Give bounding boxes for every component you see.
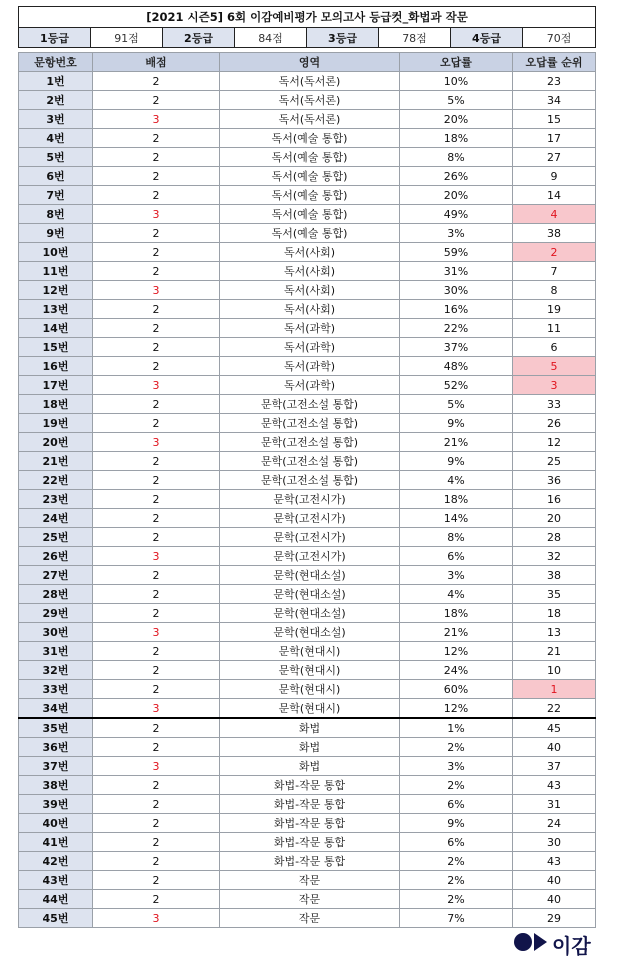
points-cell: 2 bbox=[93, 661, 220, 680]
error-rank-cell: 17 bbox=[513, 129, 596, 148]
error-rate-cell: 2% bbox=[400, 738, 513, 757]
brand-logo bbox=[512, 930, 602, 956]
points-cell: 2 bbox=[93, 129, 220, 148]
question-number-cell: 33번 bbox=[19, 680, 93, 699]
question-number-cell: 44번 bbox=[19, 890, 93, 909]
question-number-cell: 30번 bbox=[19, 623, 93, 642]
area-cell: 문학(현대소설) bbox=[220, 623, 400, 642]
error-rate-cell: 5% bbox=[400, 91, 513, 110]
points-cell: 2 bbox=[93, 338, 220, 357]
question-number-cell: 38번 bbox=[19, 776, 93, 795]
question-number-cell: 13번 bbox=[19, 300, 93, 319]
error-rate-cell: 6% bbox=[400, 833, 513, 852]
error-rank-cell: 20 bbox=[513, 509, 596, 528]
question-number-cell: 22번 bbox=[19, 471, 93, 490]
area-cell: 독서(사회) bbox=[220, 281, 400, 300]
points-cell: 2 bbox=[93, 566, 220, 585]
points-cell: 2 bbox=[93, 224, 220, 243]
table-row bbox=[19, 471, 596, 490]
title-table bbox=[18, 6, 596, 48]
points-cell: 3 bbox=[93, 623, 220, 642]
table-row bbox=[19, 414, 596, 433]
header-error-rank: 오답률 순위 bbox=[513, 53, 596, 72]
area-cell: 독서(예술 통합) bbox=[220, 167, 400, 186]
error-rank-cell: 32 bbox=[513, 547, 596, 566]
points-cell: 2 bbox=[93, 186, 220, 205]
question-number-cell: 25번 bbox=[19, 528, 93, 547]
table-row bbox=[19, 795, 596, 814]
table-row bbox=[19, 452, 596, 471]
error-rank-cell: 18 bbox=[513, 604, 596, 623]
error-rate-cell: 2% bbox=[400, 852, 513, 871]
error-rate-cell: 4% bbox=[400, 471, 513, 490]
error-rank-cell: 26 bbox=[513, 414, 596, 433]
error-rate-cell: 12% bbox=[400, 699, 513, 719]
table-row bbox=[19, 890, 596, 909]
table-row bbox=[19, 642, 596, 661]
table-row bbox=[19, 262, 596, 281]
error-rank-cell: 16 bbox=[513, 490, 596, 509]
points-cell: 2 bbox=[93, 167, 220, 186]
table-row bbox=[19, 205, 596, 224]
error-rate-cell: 6% bbox=[400, 795, 513, 814]
question-number-cell: 18번 bbox=[19, 395, 93, 414]
question-number-cell: 5번 bbox=[19, 148, 93, 167]
error-rank-cell: 21 bbox=[513, 642, 596, 661]
question-number-cell: 2번 bbox=[19, 91, 93, 110]
question-number-cell: 16번 bbox=[19, 357, 93, 376]
table-row bbox=[19, 528, 596, 547]
question-number-cell: 1번 bbox=[19, 72, 93, 91]
question-number-cell: 8번 bbox=[19, 205, 93, 224]
table-row bbox=[19, 357, 596, 376]
question-number-cell: 17번 bbox=[19, 376, 93, 395]
error-rank-cell: 36 bbox=[513, 471, 596, 490]
error-rate-cell: 3% bbox=[400, 224, 513, 243]
question-number-cell: 21번 bbox=[19, 452, 93, 471]
area-cell: 문학(고전시가) bbox=[220, 490, 400, 509]
area-cell: 독서(예술 통합) bbox=[220, 148, 400, 167]
error-rank-cell: 40 bbox=[513, 738, 596, 757]
error-rate-cell: 12% bbox=[400, 642, 513, 661]
points-cell: 2 bbox=[93, 528, 220, 547]
points-cell: 2 bbox=[93, 243, 220, 262]
question-number-cell: 19번 bbox=[19, 414, 93, 433]
error-rank-cell: 1 bbox=[513, 680, 596, 699]
error-rank-cell: 35 bbox=[513, 585, 596, 604]
error-rate-cell: 60% bbox=[400, 680, 513, 699]
area-cell: 독서(독서론) bbox=[220, 72, 400, 91]
grade-2-label: 2등급 bbox=[163, 28, 235, 48]
error-rate-cell: 31% bbox=[400, 262, 513, 281]
error-rate-cell: 8% bbox=[400, 148, 513, 167]
table-row bbox=[19, 871, 596, 890]
error-rank-cell: 38 bbox=[513, 566, 596, 585]
question-number-cell: 11번 bbox=[19, 262, 93, 281]
error-rate-cell: 21% bbox=[400, 433, 513, 452]
points-cell: 2 bbox=[93, 680, 220, 699]
error-rank-cell: 22 bbox=[513, 699, 596, 719]
question-number-cell: 26번 bbox=[19, 547, 93, 566]
area-cell: 독서(과학) bbox=[220, 357, 400, 376]
table-body bbox=[19, 72, 596, 928]
grade-cut-row bbox=[19, 28, 596, 48]
error-rank-cell: 34 bbox=[513, 91, 596, 110]
grade-3-label: 3등급 bbox=[307, 28, 379, 48]
table-row bbox=[19, 433, 596, 452]
points-cell: 3 bbox=[93, 699, 220, 719]
area-cell: 독서(사회) bbox=[220, 300, 400, 319]
question-number-cell: 3번 bbox=[19, 110, 93, 129]
question-number-cell: 4번 bbox=[19, 129, 93, 148]
error-rate-cell: 9% bbox=[400, 452, 513, 471]
error-rate-cell: 49% bbox=[400, 205, 513, 224]
error-rank-cell: 40 bbox=[513, 890, 596, 909]
error-rate-cell: 14% bbox=[400, 509, 513, 528]
header-area: 영역 bbox=[220, 53, 400, 72]
points-cell: 2 bbox=[93, 262, 220, 281]
area-cell: 문학(고전시가) bbox=[220, 528, 400, 547]
question-number-cell: 45번 bbox=[19, 909, 93, 928]
area-cell: 작문 bbox=[220, 909, 400, 928]
points-cell: 2 bbox=[93, 395, 220, 414]
table-row bbox=[19, 833, 596, 852]
table-row bbox=[19, 72, 596, 91]
error-rate-cell: 8% bbox=[400, 528, 513, 547]
table-row bbox=[19, 281, 596, 300]
points-cell: 3 bbox=[93, 757, 220, 776]
error-rate-cell: 2% bbox=[400, 890, 513, 909]
area-cell: 독서(독서론) bbox=[220, 91, 400, 110]
points-cell: 2 bbox=[93, 490, 220, 509]
error-rank-cell: 4 bbox=[513, 205, 596, 224]
area-cell: 작문 bbox=[220, 871, 400, 890]
area-cell: 문학(현대소설) bbox=[220, 566, 400, 585]
logo-text: 이감 bbox=[552, 934, 591, 958]
question-number-cell: 14번 bbox=[19, 319, 93, 338]
table-row bbox=[19, 566, 596, 585]
question-number-cell: 27번 bbox=[19, 566, 93, 585]
question-number-cell: 9번 bbox=[19, 224, 93, 243]
points-cell: 2 bbox=[93, 871, 220, 890]
table-row bbox=[19, 338, 596, 357]
page-title: [2021 시즌5] 6회 이감예비평가 모의고사 등급컷_화법과 작문 bbox=[19, 7, 596, 28]
question-number-cell: 12번 bbox=[19, 281, 93, 300]
grade-4-label: 4등급 bbox=[451, 28, 523, 48]
table-row bbox=[19, 91, 596, 110]
error-rate-cell: 3% bbox=[400, 566, 513, 585]
error-rate-cell: 10% bbox=[400, 72, 513, 91]
error-rate-cell: 7% bbox=[400, 909, 513, 928]
points-cell: 2 bbox=[93, 718, 220, 738]
error-rank-cell: 43 bbox=[513, 852, 596, 871]
points-cell: 2 bbox=[93, 414, 220, 433]
area-cell: 화법-작문 통합 bbox=[220, 795, 400, 814]
error-rate-cell: 1% bbox=[400, 718, 513, 738]
area-cell: 독서(예술 통합) bbox=[220, 129, 400, 148]
error-rate-cell: 6% bbox=[400, 547, 513, 566]
question-number-cell: 37번 bbox=[19, 757, 93, 776]
error-rank-cell: 40 bbox=[513, 871, 596, 890]
error-rank-cell: 29 bbox=[513, 909, 596, 928]
area-cell: 문학(고전소설 통합) bbox=[220, 414, 400, 433]
question-number-cell: 32번 bbox=[19, 661, 93, 680]
header-question-no: 문항번호 bbox=[19, 53, 93, 72]
table-row bbox=[19, 186, 596, 205]
points-cell: 3 bbox=[93, 205, 220, 224]
error-rate-cell: 48% bbox=[400, 357, 513, 376]
table-row bbox=[19, 376, 596, 395]
item-analysis-table bbox=[18, 52, 596, 928]
error-rank-cell: 38 bbox=[513, 224, 596, 243]
error-rank-cell: 13 bbox=[513, 623, 596, 642]
table-row bbox=[19, 757, 596, 776]
area-cell: 독서(과학) bbox=[220, 319, 400, 338]
error-rank-cell: 10 bbox=[513, 661, 596, 680]
error-rank-cell: 7 bbox=[513, 262, 596, 281]
error-rank-cell: 5 bbox=[513, 357, 596, 376]
table-row bbox=[19, 814, 596, 833]
table-row bbox=[19, 852, 596, 871]
error-rate-cell: 52% bbox=[400, 376, 513, 395]
points-cell: 2 bbox=[93, 585, 220, 604]
area-cell: 화법-작문 통합 bbox=[220, 776, 400, 795]
area-cell: 화법 bbox=[220, 718, 400, 738]
area-cell: 독서(예술 통합) bbox=[220, 224, 400, 243]
grade-1-value: 91점 bbox=[91, 28, 163, 48]
error-rate-cell: 4% bbox=[400, 585, 513, 604]
points-cell: 2 bbox=[93, 300, 220, 319]
area-cell: 화법 bbox=[220, 738, 400, 757]
error-rate-cell: 18% bbox=[400, 490, 513, 509]
points-cell: 2 bbox=[93, 471, 220, 490]
table-row bbox=[19, 776, 596, 795]
error-rate-cell: 30% bbox=[400, 281, 513, 300]
table-row bbox=[19, 243, 596, 262]
points-cell: 2 bbox=[93, 148, 220, 167]
question-number-cell: 23번 bbox=[19, 490, 93, 509]
error-rank-cell: 28 bbox=[513, 528, 596, 547]
error-rank-cell: 33 bbox=[513, 395, 596, 414]
error-rank-cell: 45 bbox=[513, 718, 596, 738]
area-cell: 문학(현대소설) bbox=[220, 585, 400, 604]
area-cell: 문학(고전소설 통합) bbox=[220, 395, 400, 414]
area-cell: 문학(고전소설 통합) bbox=[220, 452, 400, 471]
question-number-cell: 36번 bbox=[19, 738, 93, 757]
area-cell: 독서(사회) bbox=[220, 243, 400, 262]
area-cell: 화법-작문 통합 bbox=[220, 852, 400, 871]
error-rate-cell: 21% bbox=[400, 623, 513, 642]
points-cell: 3 bbox=[93, 547, 220, 566]
area-cell: 화법-작문 통합 bbox=[220, 833, 400, 852]
grade-2-value: 84점 bbox=[235, 28, 307, 48]
question-number-cell: 41번 bbox=[19, 833, 93, 852]
points-cell: 2 bbox=[93, 72, 220, 91]
question-number-cell: 31번 bbox=[19, 642, 93, 661]
points-cell: 3 bbox=[93, 433, 220, 452]
error-rate-cell: 2% bbox=[400, 776, 513, 795]
error-rate-cell: 5% bbox=[400, 395, 513, 414]
points-cell: 2 bbox=[93, 604, 220, 623]
area-cell: 문학(고전시가) bbox=[220, 547, 400, 566]
table-row bbox=[19, 738, 596, 757]
error-rate-cell: 3% bbox=[400, 757, 513, 776]
area-cell: 문학(고전소설 통합) bbox=[220, 433, 400, 452]
error-rank-cell: 11 bbox=[513, 319, 596, 338]
area-cell: 화법-작문 통합 bbox=[220, 814, 400, 833]
table-row bbox=[19, 129, 596, 148]
points-cell: 3 bbox=[93, 909, 220, 928]
logo-circle-icon bbox=[514, 933, 532, 951]
error-rank-cell: 6 bbox=[513, 338, 596, 357]
question-number-cell: 29번 bbox=[19, 604, 93, 623]
question-number-cell: 24번 bbox=[19, 509, 93, 528]
header-points: 배점 bbox=[93, 53, 220, 72]
points-cell: 2 bbox=[93, 452, 220, 471]
points-cell: 2 bbox=[93, 890, 220, 909]
error-rate-cell: 9% bbox=[400, 414, 513, 433]
points-cell: 2 bbox=[93, 814, 220, 833]
table-row bbox=[19, 547, 596, 566]
error-rank-cell: 3 bbox=[513, 376, 596, 395]
table-row bbox=[19, 319, 596, 338]
area-cell: 독서(과학) bbox=[220, 376, 400, 395]
points-cell: 2 bbox=[93, 357, 220, 376]
table-row bbox=[19, 395, 596, 414]
area-cell: 문학(현대시) bbox=[220, 642, 400, 661]
points-cell: 2 bbox=[93, 852, 220, 871]
table-row bbox=[19, 224, 596, 243]
error-rate-cell: 37% bbox=[400, 338, 513, 357]
area-cell: 문학(고전시가) bbox=[220, 509, 400, 528]
error-rank-cell: 2 bbox=[513, 243, 596, 262]
table-row bbox=[19, 699, 596, 719]
question-number-cell: 10번 bbox=[19, 243, 93, 262]
points-cell: 2 bbox=[93, 776, 220, 795]
table-header-row bbox=[19, 53, 596, 72]
area-cell: 작문 bbox=[220, 890, 400, 909]
question-number-cell: 28번 bbox=[19, 585, 93, 604]
error-rate-cell: 18% bbox=[400, 129, 513, 148]
error-rank-cell: 37 bbox=[513, 757, 596, 776]
points-cell: 2 bbox=[93, 738, 220, 757]
question-number-cell: 35번 bbox=[19, 718, 93, 738]
area-cell: 문학(현대시) bbox=[220, 680, 400, 699]
error-rank-cell: 12 bbox=[513, 433, 596, 452]
points-cell: 2 bbox=[93, 319, 220, 338]
area-cell: 화법 bbox=[220, 757, 400, 776]
area-cell: 문학(고전소설 통합) bbox=[220, 471, 400, 490]
header-error-rate: 오답률 bbox=[400, 53, 513, 72]
grade-3-value: 78점 bbox=[379, 28, 451, 48]
error-rate-cell: 2% bbox=[400, 871, 513, 890]
table-row bbox=[19, 585, 596, 604]
area-cell: 문학(현대시) bbox=[220, 661, 400, 680]
table-row bbox=[19, 148, 596, 167]
error-rank-cell: 31 bbox=[513, 795, 596, 814]
error-rate-cell: 59% bbox=[400, 243, 513, 262]
error-rank-cell: 9 bbox=[513, 167, 596, 186]
points-cell: 3 bbox=[93, 110, 220, 129]
logo-triangle-icon bbox=[534, 933, 547, 951]
points-cell: 3 bbox=[93, 376, 220, 395]
points-cell: 2 bbox=[93, 642, 220, 661]
area-cell: 문학(현대소설) bbox=[220, 604, 400, 623]
error-rank-cell: 24 bbox=[513, 814, 596, 833]
points-cell: 2 bbox=[93, 91, 220, 110]
table-row bbox=[19, 909, 596, 928]
points-cell: 3 bbox=[93, 281, 220, 300]
question-number-cell: 42번 bbox=[19, 852, 93, 871]
question-number-cell: 39번 bbox=[19, 795, 93, 814]
table-row bbox=[19, 718, 596, 738]
table-row bbox=[19, 604, 596, 623]
error-rate-cell: 9% bbox=[400, 814, 513, 833]
question-number-cell: 6번 bbox=[19, 167, 93, 186]
question-number-cell: 34번 bbox=[19, 699, 93, 719]
points-cell: 2 bbox=[93, 509, 220, 528]
points-cell: 2 bbox=[93, 795, 220, 814]
error-rank-cell: 27 bbox=[513, 148, 596, 167]
error-rank-cell: 25 bbox=[513, 452, 596, 471]
error-rate-cell: 24% bbox=[400, 661, 513, 680]
grade-1-label: 1등급 bbox=[19, 28, 91, 48]
area-cell: 독서(예술 통합) bbox=[220, 205, 400, 224]
area-cell: 독서(독서론) bbox=[220, 110, 400, 129]
error-rate-cell: 16% bbox=[400, 300, 513, 319]
table-row bbox=[19, 167, 596, 186]
question-number-cell: 7번 bbox=[19, 186, 93, 205]
error-rank-cell: 30 bbox=[513, 833, 596, 852]
grade-4-value: 70점 bbox=[523, 28, 596, 48]
error-rate-cell: 22% bbox=[400, 319, 513, 338]
table-row bbox=[19, 509, 596, 528]
error-rate-cell: 20% bbox=[400, 110, 513, 129]
table-row bbox=[19, 490, 596, 509]
question-number-cell: 40번 bbox=[19, 814, 93, 833]
error-rate-cell: 26% bbox=[400, 167, 513, 186]
table-row bbox=[19, 623, 596, 642]
area-cell: 문학(현대시) bbox=[220, 699, 400, 719]
area-cell: 독서(예술 통합) bbox=[220, 186, 400, 205]
error-rank-cell: 14 bbox=[513, 186, 596, 205]
question-number-cell: 20번 bbox=[19, 433, 93, 452]
table-row bbox=[19, 110, 596, 129]
table-row bbox=[19, 680, 596, 699]
area-cell: 독서(과학) bbox=[220, 338, 400, 357]
question-number-cell: 15번 bbox=[19, 338, 93, 357]
error-rank-cell: 8 bbox=[513, 281, 596, 300]
error-rank-cell: 19 bbox=[513, 300, 596, 319]
grade-cut-sheet bbox=[18, 6, 595, 928]
error-rank-cell: 43 bbox=[513, 776, 596, 795]
error-rate-cell: 20% bbox=[400, 186, 513, 205]
error-rank-cell: 15 bbox=[513, 110, 596, 129]
table-row bbox=[19, 300, 596, 319]
area-cell: 독서(사회) bbox=[220, 262, 400, 281]
question-number-cell: 43번 bbox=[19, 871, 93, 890]
error-rank-cell: 23 bbox=[513, 72, 596, 91]
table-row bbox=[19, 661, 596, 680]
points-cell: 2 bbox=[93, 833, 220, 852]
error-rate-cell: 18% bbox=[400, 604, 513, 623]
